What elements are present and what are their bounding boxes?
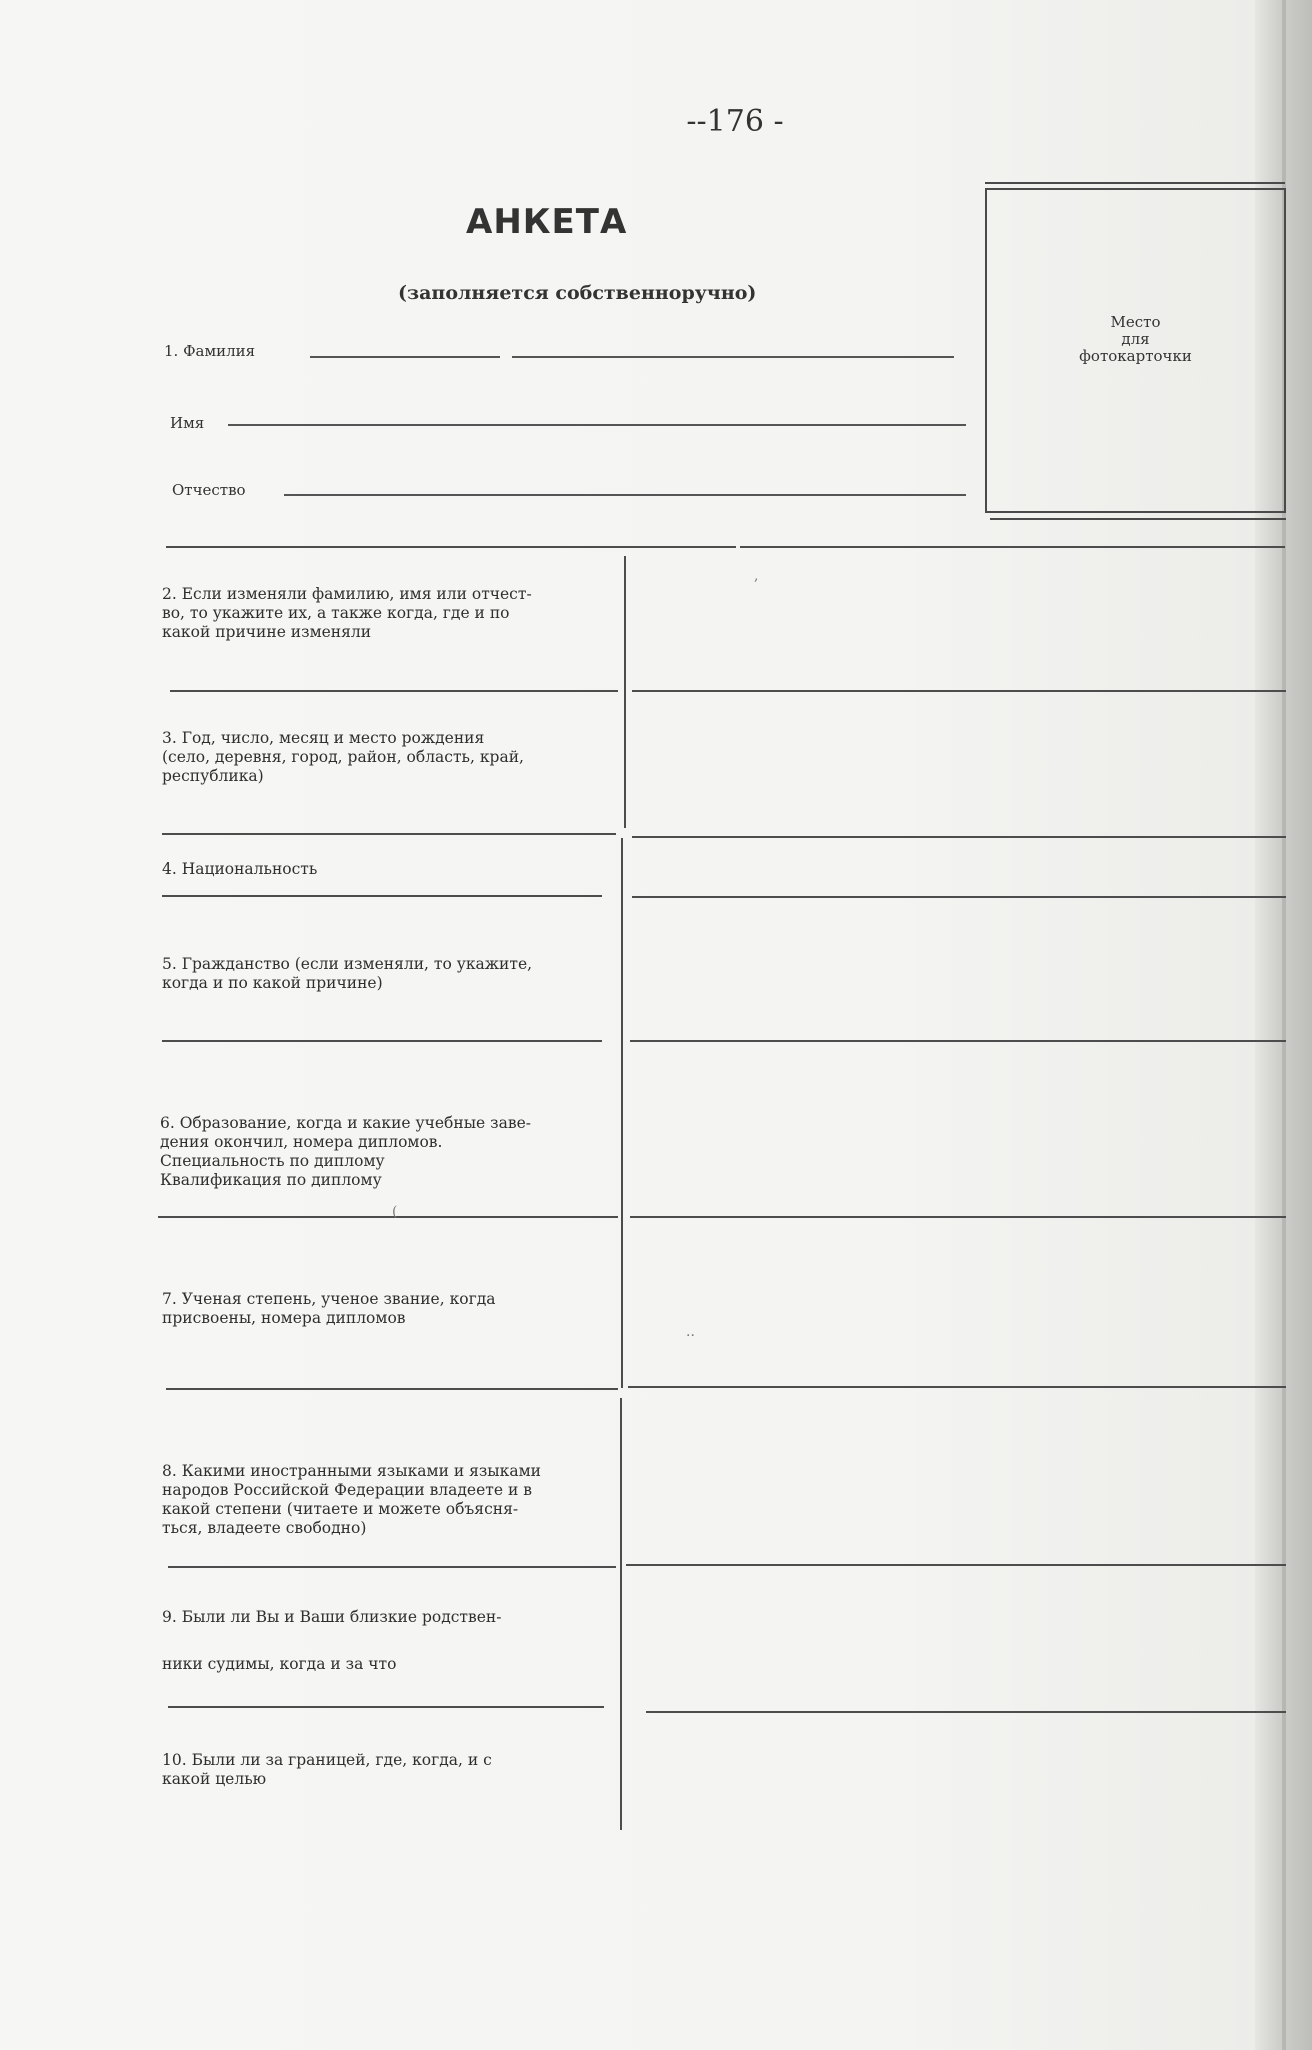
- row-separator-right-8: [626, 1564, 1286, 1566]
- question-9-text-line-1: 9. Были ли Вы и Ваши близкие родствен-: [162, 1608, 502, 1626]
- surname-field-line-1[interactable]: [310, 356, 500, 358]
- patronymic-field-line[interactable]: [284, 494, 966, 496]
- surname-label: 1. Фамилия: [164, 342, 256, 360]
- document-title: АНКЕТА: [466, 202, 628, 242]
- print-mark: (: [392, 1204, 398, 1220]
- row-separator-left-6: [158, 1216, 618, 1218]
- name-field-line[interactable]: [228, 424, 966, 426]
- name-label: Имя: [170, 414, 205, 432]
- question-6-text: 6. Образование, когда и какие учебные заве- дения окончил, номера дипломов. Специальность по диплому Квалификация по диплому: [160, 1114, 531, 1189]
- column-divider-3: [620, 1398, 622, 1830]
- table-top-border-right: [740, 546, 1285, 548]
- column-divider-1: [624, 556, 626, 828]
- print-mark: ··: [686, 1328, 695, 1344]
- table-top-border-left: [166, 546, 736, 548]
- photo-box-label: Место для фотокарточки: [1079, 313, 1192, 365]
- row-separator-right-9: [646, 1711, 1286, 1713]
- row-separator-left-9: [168, 1706, 604, 1708]
- row-separator-left-4: [162, 895, 602, 897]
- question-4-text: 4. Национальность: [162, 860, 318, 878]
- column-divider-2: [621, 838, 623, 1388]
- row-separator-right-6: [630, 1216, 1286, 1218]
- row-separator-right-4: [632, 896, 1286, 898]
- patronymic-label: Отчество: [172, 481, 246, 499]
- question-3-text: 3. Год, число, месяц и место рождения (село, деревня, город, район, область, край, республика): [162, 729, 524, 785]
- row-separator-left-5: [162, 1040, 602, 1042]
- row-separator-right-2: [632, 690, 1286, 692]
- question-2-text: 2. Если изменяли фамилию, имя или отчест- во, то укажите их, а также когда, где и по какой причине изменяли: [162, 585, 532, 641]
- photo-box-top-line: [985, 182, 1285, 184]
- question-9-text-line-2: ники судимы, когда и за что: [162, 1655, 397, 1673]
- row-separator-right-3: [632, 836, 1286, 838]
- question-8-text: 8. Какими иностранными языками и языками народов Российской Федерации владеете и в какой степени (читаете и можете объясня- ться, владеете свободно): [162, 1462, 541, 1537]
- question-5-text: 5. Гражданство (если изменяли, то укажите, когда и по какой причине): [162, 955, 533, 992]
- question-10-text: 10. Были ли за границей, где, когда, и с какой целью: [162, 1751, 492, 1788]
- row-separator-left-2: [170, 690, 618, 692]
- page-number: --176 -: [686, 104, 784, 139]
- row-separator-left-3: [162, 833, 616, 835]
- document-subtitle: (заполняется собственноручно): [398, 282, 757, 304]
- row-separator-left-8: [168, 1566, 616, 1568]
- row-separator-left-7: [166, 1388, 618, 1390]
- photo-box-bottom-line: [990, 518, 1286, 520]
- row-separator-right-7: [628, 1386, 1286, 1388]
- surname-field-line-2[interactable]: [512, 356, 954, 358]
- row-separator-right-5: [630, 1040, 1286, 1042]
- photo-box: [985, 188, 1286, 513]
- print-mark: ,: [754, 568, 759, 584]
- question-7-text: 7. Ученая степень, ученое звание, когда присвоены, номера дипломов: [162, 1290, 496, 1327]
